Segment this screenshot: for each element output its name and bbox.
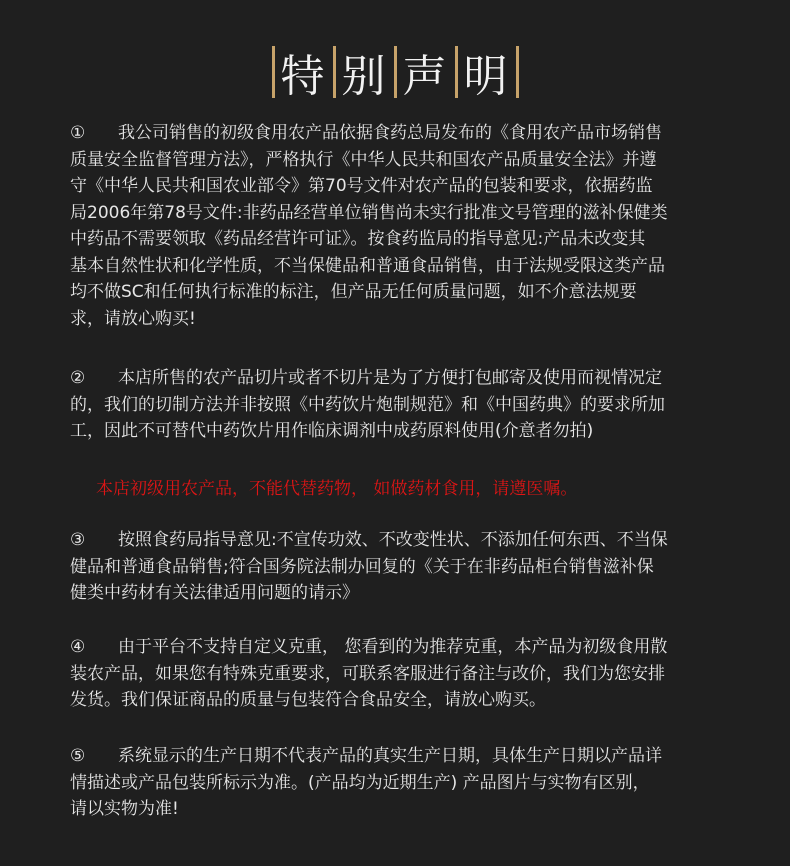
title-char: 明 xyxy=(463,51,510,102)
title-divider xyxy=(455,46,458,98)
statement-paragraph-1 xyxy=(70,120,730,332)
paragraph-line: 情描述或产品包装所标示为准。(产品均为近期生产) 产品图片与实物有区别， xyxy=(70,772,650,793)
title-char: 特 xyxy=(280,51,327,102)
title-char: 别 xyxy=(341,51,388,102)
paragraph-line: 工，因此不可替代中药饮片用作临床调剂中成药原料使用(介意者勿拍) xyxy=(70,421,594,441)
paragraph-line: 中药品不需要领取《药品经营许可证》。按食药监局的指导意见:产品未改变其 xyxy=(70,229,646,249)
title-divider xyxy=(333,46,336,98)
warning-notice: 本店初级用农产品，不能代替药物， 如做药材食用，请遵医嘱。 xyxy=(96,479,578,499)
paragraph-number: ④ xyxy=(70,637,86,657)
title-divider xyxy=(272,46,275,98)
paragraph-line: 健品和普通食品销售;符合国务院法制办回复的《关于在非药品柜台销售滋补保 xyxy=(70,556,654,577)
statement-paragraph-2 xyxy=(70,365,730,445)
paragraph-line: 守《中华人民共和国农业部令》第70号文件对农产品的包装和要求，依据药监 xyxy=(70,176,653,196)
paragraph-line: ④ 由于平台不支持自定义克重， 您看到的为推荐克重，本产品为初级食用散 xyxy=(70,634,730,661)
title-divider xyxy=(394,46,397,98)
statement-paragraph-3 xyxy=(70,527,730,607)
paragraph-number: ⑤ xyxy=(70,746,86,766)
statement-paragraph-5 xyxy=(70,743,730,823)
paragraph-line: ⑤ 系统显示的生产日期不代表产品的真实生产日期，具体生产日期以产品详 xyxy=(70,743,730,770)
paragraph-number: ② xyxy=(70,368,86,388)
statement-paragraph-4 xyxy=(70,634,730,714)
paragraph-line: 健类中药材有关法律适用问题的请示》 xyxy=(70,583,359,603)
title-char: 声 xyxy=(402,51,449,102)
paragraph-line: 均不做SC和任何执行标准的标注，但产品无任何质量问题，如不介意法规要 xyxy=(70,282,637,302)
paragraph-line: 质量安全监督管理方法》，严格执行《中华人民共和国农产品质量安全法》并遵 xyxy=(70,149,657,170)
paragraph-line: ② 本店所售的农产品切片或者不切片是为了方便打包邮寄及使用而视情况定 xyxy=(70,365,730,392)
page-title xyxy=(0,40,790,104)
paragraph-line: 装农产品，如果您有特殊克重要求，可联系客服进行备注与改价，我们为您安排 xyxy=(70,663,665,684)
paragraph-line: ③ 按照食药局指导意见:不宣传功效、不改变性状、不添加任何东西、不当保 xyxy=(70,527,730,554)
title-divider xyxy=(516,46,519,98)
paragraph-number: ③ xyxy=(70,530,86,550)
paragraph-line: 局2006年第78号文件:非药品经营单位销售尚未实行批准文号管理的滋补保健类 xyxy=(70,202,668,223)
paragraph-number: ① xyxy=(70,123,86,143)
paragraph-line: 发货。我们保证商品的质量与包装符合食品安全，请放心购买。 xyxy=(70,690,546,710)
paragraph-line: 求，请放心购买! xyxy=(70,308,196,329)
paragraph-line: 的，我们的切制方法并非按照《中药饮片炮制规范》和《中国药典》的要求所加 xyxy=(70,394,665,415)
paragraph-line: ① 我公司销售的初级食用农产品依据食药总局发布的《食用农产品市场销售 xyxy=(70,120,730,147)
paragraph-line: 基本自然性状和化学性质，不当保健品和普通食品销售，由于法规受限这类产品 xyxy=(70,255,665,276)
paragraph-line: 请以实物为准! xyxy=(70,799,179,819)
